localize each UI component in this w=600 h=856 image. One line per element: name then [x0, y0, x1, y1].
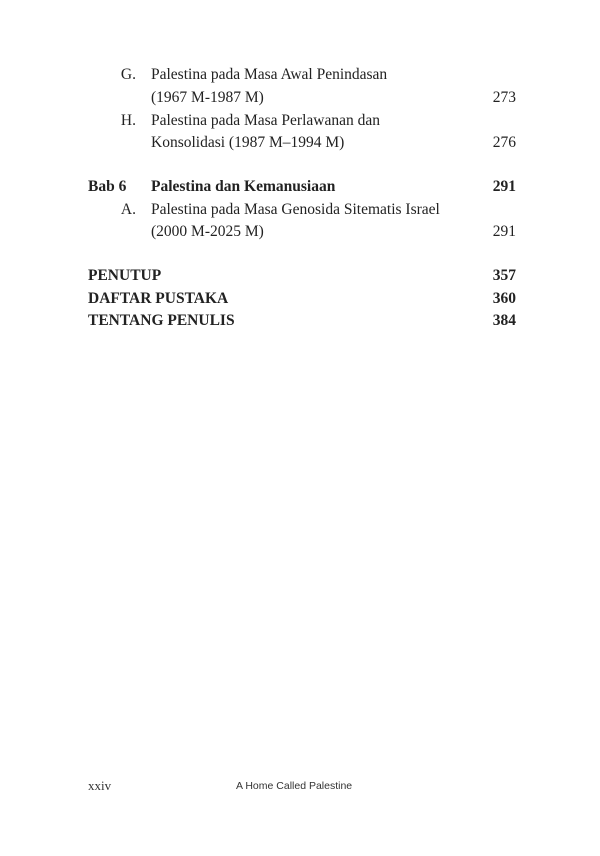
toc-page-number: 276 — [492, 134, 516, 151]
toc-page-number: 384 — [492, 312, 516, 329]
toc-entry-letter: G. — [120, 66, 136, 83]
toc-entry-g — [0, 64, 600, 86]
toc-entry-h-continued — [0, 132, 600, 154]
toc-end-section — [0, 265, 600, 287]
toc-page-number: 273 — [492, 89, 516, 106]
toc-entry-title-continued: (1967 M-1987 M) — [151, 89, 264, 106]
toc-entry-title-continued: (2000 M-2025 M) — [151, 223, 264, 240]
section-title: TENTANG PENULIS — [88, 312, 235, 329]
toc-entry-title: Palestina pada Masa Genosida Sitematis Israel — [151, 201, 440, 218]
toc-entry-letter: A. — [120, 201, 136, 218]
toc-chapter-6 — [0, 176, 600, 198]
toc-page-number: 291 — [492, 223, 516, 240]
footer-page-number: xxiv — [88, 778, 112, 793]
toc-entry-h — [0, 110, 600, 132]
chapter-title: Palestina dan Kemanusiaan — [151, 178, 336, 195]
footer-book-title: A Home Called Palestine — [236, 780, 353, 792]
toc-entry-a-continued — [0, 221, 600, 243]
toc-entry-a — [0, 199, 600, 221]
toc-entry-title-continued: Konsolidasi (1987 M–1994 M) — [151, 134, 345, 151]
toc-entry-g-continued — [0, 87, 600, 109]
toc-page-number: 360 — [492, 290, 516, 307]
toc-end-section — [0, 288, 600, 310]
toc-end-section — [0, 310, 600, 332]
toc-page-number: 357 — [492, 267, 516, 284]
toc-entry-title: Palestina pada Masa Perlawanan dan — [151, 112, 380, 129]
toc-entry-letter: H. — [120, 112, 136, 129]
toc-entry-title: Palestina pada Masa Awal Penindasan — [151, 66, 388, 83]
section-title: PENUTUP — [88, 267, 162, 284]
section-title: DAFTAR PUSTAKA — [88, 290, 229, 307]
chapter-label: Bab 6 — [88, 178, 127, 195]
toc-page-number: 291 — [492, 178, 516, 195]
